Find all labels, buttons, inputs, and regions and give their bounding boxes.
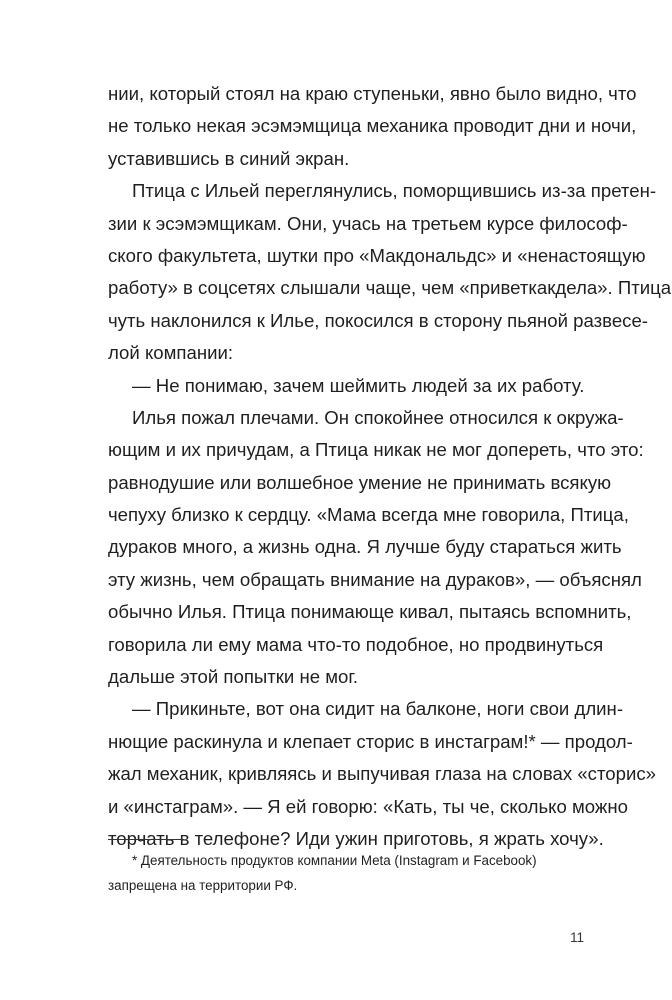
text-line: нии, который стоял на краю ступеньки, явно было видно, что <box>108 83 637 104</box>
text-line: — Не понимаю, зачем шеймить людей за их работу. <box>132 374 585 396</box>
text-line: чепуху близко к сердцу. «Мама всегда мне говорила, Птица, <box>108 504 629 526</box>
footnote-line: запрещена на территории РФ. <box>108 878 298 893</box>
text-line: зии к эсэмэмщикам. Они, учась на третьем курсе философ- <box>108 212 628 234</box>
text-line: и «инстаграм». — Я ей говорю: «Кать, ты че, сколько можно <box>108 795 628 817</box>
text-line: — Прикиньте, вот она сидит на балконе, ноги свои длин- <box>132 698 624 720</box>
text-line: ющим и их причудам, а Птица никак не мог допереть, что это: <box>108 439 644 461</box>
paragraph <box>108 78 637 175</box>
text-line: работу» в соцсетях слышали чаще, чем «приветкакдела». Птица <box>108 277 672 299</box>
footnote-line: * Деятельность продуктов компании Meta (Instagram и Facebook) <box>132 853 537 868</box>
text-line: чуть наклонился к Илье, покосился в сторону пьяной развесе- <box>108 309 648 331</box>
text-line: Птица с Ильей переглянулись, поморщившись из-за претен- <box>132 180 657 202</box>
text-line: обычно Илья. Птица понимающе кивал, пытаясь вспомнить, <box>108 601 632 623</box>
paragraph <box>108 693 656 855</box>
text-line: лой компании: <box>108 342 234 364</box>
text-line: равнодушие или волшебное умение не принимать всякую <box>108 471 612 493</box>
text-line: Илья пожал плечами. Он спокойнее относился к окружа- <box>132 406 624 428</box>
text-line: дальше этой попытки не мог. <box>108 666 359 688</box>
text-line: ского факультета, шутки про «Макдональдс» и «ненастоящую <box>108 244 646 266</box>
text-line: дураков много, а жизнь одна. Я лучше буду стараться жить <box>108 536 622 558</box>
text-line: уставившись в синий экран. <box>108 147 350 169</box>
paragraph <box>108 402 644 694</box>
paragraph <box>108 175 672 369</box>
text-line: нющие раскинула и клепает сторис в инстаграм!* — продол- <box>108 730 633 752</box>
text-line: не только некая эсэмэмщица механика проводит дни и ночи, <box>108 115 637 137</box>
text-line: жал механик, кривляясь и выпучивая глаза на словах «сторис» <box>108 763 656 785</box>
text-line: торчать в телефоне? Иди ужин приготовь, я жрать хочу». <box>108 827 604 849</box>
text-line: говорила ли ему мама что-то подобное, но продвинуться <box>108 633 604 655</box>
page-number: 11 <box>570 930 584 945</box>
footnote-separator <box>108 839 184 840</box>
body-text <box>108 78 672 855</box>
footnote <box>108 848 584 898</box>
text-line: эту жизнь, чем обращать внимание на дураков», — объяснял <box>108 568 642 590</box>
paragraph <box>108 370 584 402</box>
